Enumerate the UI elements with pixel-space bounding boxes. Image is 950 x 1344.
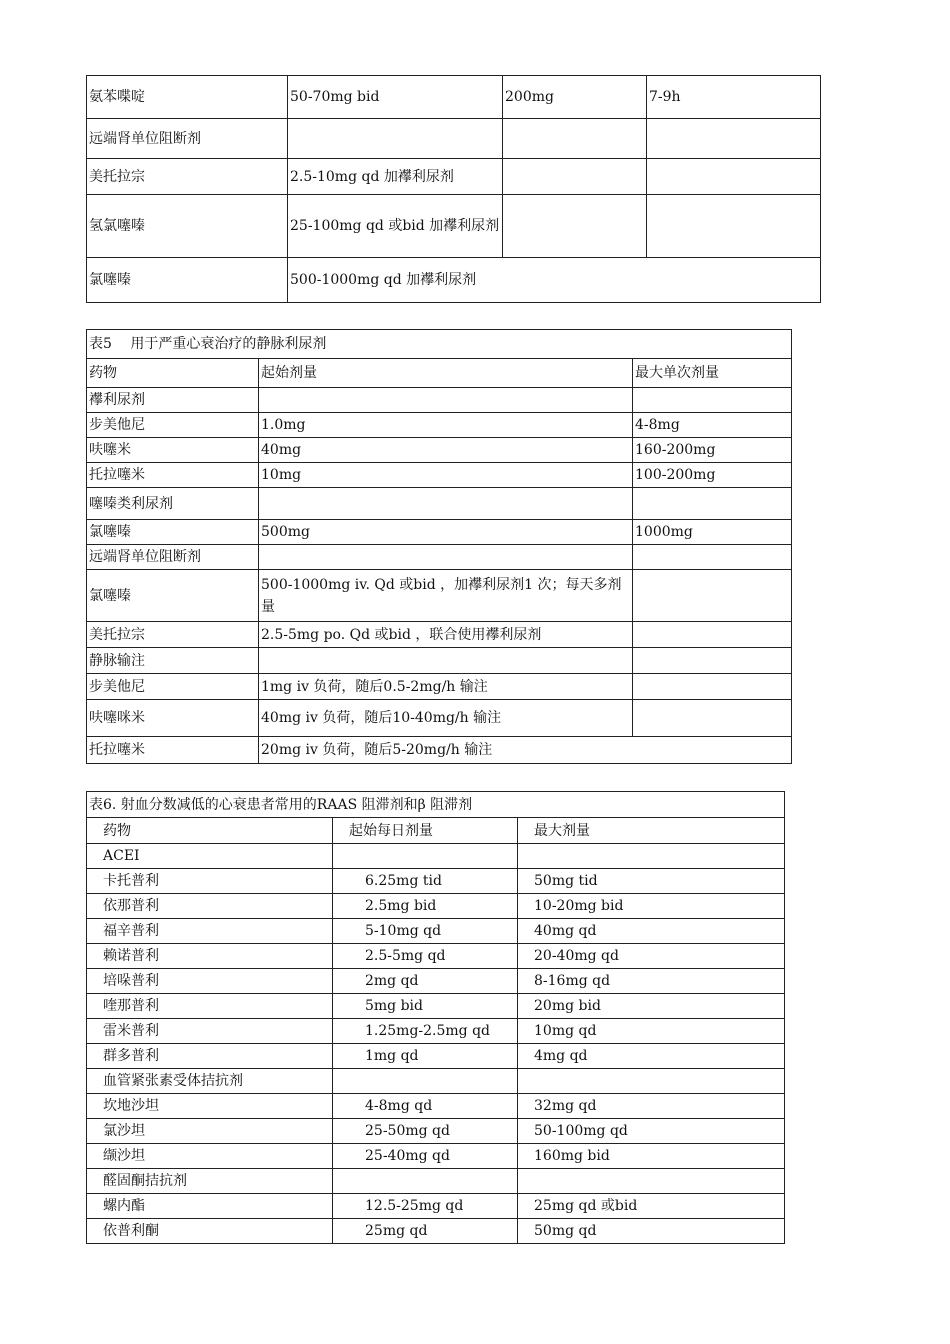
drug-cell: 福辛普利	[87, 919, 333, 944]
max-dose-cell: 20mg bid	[518, 994, 785, 1019]
drug-cell: 氯沙坦	[87, 1119, 333, 1144]
drug-cell: 氨苯喋啶	[87, 76, 288, 119]
max-dose-cell: 25mg qd 或bid	[518, 1194, 785, 1219]
table-caption: 表5 用于严重心衰治疗的静脉利尿剂	[87, 330, 792, 359]
table-row	[87, 159, 821, 195]
drug-cell: 喹那普利	[87, 994, 333, 1019]
table-row	[87, 994, 785, 1019]
dose-cell: 1mg iv 负荷，随后0.5-2mg/h 输注	[259, 674, 633, 700]
max-dose-cell: 1000mg	[633, 520, 792, 545]
table-row	[87, 944, 785, 969]
category-cell: 血管紧张素受体拮抗剂	[87, 1069, 333, 1094]
table-row	[87, 1019, 785, 1044]
table-row	[87, 674, 792, 700]
duration-cell: 7-9h	[647, 76, 821, 119]
max-dose-cell	[518, 1069, 785, 1094]
dose-cell: 40mg iv 负荷，随后10-40mg/h 输注	[259, 700, 633, 737]
max-dose-cell: 32mg qd	[518, 1094, 785, 1119]
raas-blocker-table	[86, 791, 785, 1244]
table-row	[87, 1069, 785, 1094]
drug-cell: 螺内酯	[87, 1194, 333, 1219]
drug-cell: 卡托普利	[87, 869, 333, 894]
drug-cell: 依普利酮	[87, 1219, 333, 1244]
drug-cell: 氯噻嗪	[87, 520, 259, 545]
drug-cell: 步美他尼	[87, 413, 259, 438]
max-dose-cell	[633, 545, 792, 570]
drug-cell: 托拉噻米	[87, 463, 259, 488]
table-row	[87, 1094, 785, 1119]
table-row	[87, 919, 785, 944]
drug-cell: 缬沙坦	[87, 1144, 333, 1169]
dose-cell	[333, 844, 518, 869]
dose-cell: 1.25mg-2.5mg qd	[333, 1019, 518, 1044]
table-row	[87, 1119, 785, 1144]
max-dose-cell	[633, 700, 792, 737]
max-dose-cell	[633, 488, 792, 520]
max-dose-cell	[633, 674, 792, 700]
category-cell: ACEI	[87, 844, 333, 869]
table-caption-row	[87, 792, 785, 818]
column-header: 最大单次剂量	[633, 359, 792, 388]
dose-cell	[259, 648, 633, 674]
dose-cell: 5mg bid	[333, 994, 518, 1019]
max-dose-cell: 8-16mg qd	[518, 969, 785, 994]
dose-cell: 10mg	[259, 463, 633, 488]
drug-cell: 托拉噻米	[87, 737, 259, 764]
table-row	[87, 622, 792, 648]
max-dose-cell: 200mg	[503, 76, 647, 119]
dose-cell: 6.25mg tid	[333, 869, 518, 894]
table-row	[87, 969, 785, 994]
max-dose-cell	[503, 195, 647, 258]
drug-cell: 氯噻嗪	[87, 570, 259, 622]
drug-cell: 群多普利	[87, 1044, 333, 1069]
dose-cell: 500-1000mg iv. Qd 或bid ，加襻利尿剂1 次；每天多剂量	[259, 570, 633, 622]
category-cell: 远端肾单位阻断剂	[87, 119, 288, 159]
dose-cell: 25-100mg qd 或bid 加襻利尿剂	[288, 195, 503, 258]
table-row	[87, 520, 792, 545]
dose-cell	[259, 545, 633, 570]
drug-cell: 呋噻咪米	[87, 700, 259, 737]
max-dose-cell: 10mg qd	[518, 1019, 785, 1044]
dose-cell: 50-70mg bid	[288, 76, 503, 119]
duration-cell	[647, 195, 821, 258]
table-row	[87, 545, 792, 570]
max-dose-cell	[518, 1169, 785, 1194]
dose-cell	[288, 119, 503, 159]
max-dose-cell: 100-200mg	[633, 463, 792, 488]
dose-cell: 2.5mg bid	[333, 894, 518, 919]
table-row	[87, 1144, 785, 1169]
max-dose-cell: 4-8mg	[633, 413, 792, 438]
dose-cell: 2mg qd	[333, 969, 518, 994]
dose-cell: 2.5-5mg po. Qd 或bid ，联合使用襻利尿剂	[259, 622, 633, 648]
table-row	[87, 1194, 785, 1219]
dose-cell: 1.0mg	[259, 413, 633, 438]
table-row	[87, 413, 792, 438]
dose-cell: 2.5-5mg qd	[333, 944, 518, 969]
max-dose-cell: 40mg qd	[518, 919, 785, 944]
table-row	[87, 488, 792, 520]
drug-cell: 氯噻嗪	[87, 258, 288, 303]
duration-cell	[647, 119, 821, 159]
max-dose-cell: 50-100mg qd	[518, 1119, 785, 1144]
table-row	[87, 737, 792, 764]
dose-cell	[259, 388, 633, 413]
table-row	[87, 258, 821, 303]
dose-cell: 25-50mg qd	[333, 1119, 518, 1144]
dose-cell: 12.5-25mg qd	[333, 1194, 518, 1219]
dose-cell: 500-1000mg qd 加襻利尿剂	[288, 258, 821, 303]
dose-cell: 25mg qd	[333, 1219, 518, 1244]
column-header: 药物	[87, 818, 333, 844]
duration-cell	[647, 159, 821, 195]
table-row	[87, 894, 785, 919]
table-caption: 表6. 射血分数减低的心衰患者常用的RAAS 阻滞剂和β 阻滞剂	[87, 792, 785, 818]
table-row	[87, 844, 785, 869]
max-dose-cell	[633, 388, 792, 413]
drug-cell: 培哚普利	[87, 969, 333, 994]
table-row	[87, 648, 792, 674]
category-cell: 静脉输注	[87, 648, 259, 674]
dose-cell	[259, 488, 633, 520]
table-row	[87, 195, 821, 258]
table-row	[87, 1169, 785, 1194]
diuretic-oral-table	[86, 75, 821, 303]
drug-cell: 步美他尼	[87, 674, 259, 700]
table-row	[87, 463, 792, 488]
table-row	[87, 1219, 785, 1244]
column-header: 药物	[87, 359, 259, 388]
category-cell: 远端肾单位阻断剂	[87, 545, 259, 570]
max-dose-cell	[633, 570, 792, 622]
dose-cell: 500mg	[259, 520, 633, 545]
max-dose-cell: 20-40mg qd	[518, 944, 785, 969]
dose-cell: 5-10mg qd	[333, 919, 518, 944]
iv-diuretic-table	[86, 329, 792, 764]
dose-cell: 40mg	[259, 438, 633, 463]
table-caption-row	[87, 330, 792, 359]
column-header: 起始每日剂量	[333, 818, 518, 844]
max-dose-cell	[503, 159, 647, 195]
max-dose-cell	[503, 119, 647, 159]
max-dose-cell: 50mg qd	[518, 1219, 785, 1244]
max-dose-cell: 4mg qd	[518, 1044, 785, 1069]
drug-cell: 美托拉宗	[87, 159, 288, 195]
category-cell: 襻利尿剂	[87, 388, 259, 413]
drug-cell: 依那普利	[87, 894, 333, 919]
max-dose-cell: 160-200mg	[633, 438, 792, 463]
table-row	[87, 1044, 785, 1069]
max-dose-cell: 10-20mg bid	[518, 894, 785, 919]
drug-cell: 雷米普利	[87, 1019, 333, 1044]
max-dose-cell	[633, 622, 792, 648]
drug-cell: 氢氯噻嗪	[87, 195, 288, 258]
table-row	[87, 388, 792, 413]
max-dose-cell	[518, 844, 785, 869]
max-dose-cell: 50mg tid	[518, 869, 785, 894]
dose-cell: 1mg qd	[333, 1044, 518, 1069]
max-dose-cell	[633, 648, 792, 674]
drug-cell: 坎地沙坦	[87, 1094, 333, 1119]
dose-cell: 4-8mg qd	[333, 1094, 518, 1119]
dose-cell	[333, 1169, 518, 1194]
dose-cell: 20mg iv 负荷，随后5-20mg/h 输注	[259, 737, 792, 764]
column-header: 最大剂量	[518, 818, 785, 844]
table-row	[87, 869, 785, 894]
drug-cell: 呋噻米	[87, 438, 259, 463]
table-header-row	[87, 818, 785, 844]
category-cell: 噻嗪类利尿剂	[87, 488, 259, 520]
table-row	[87, 570, 792, 622]
table-row	[87, 76, 821, 119]
category-cell: 醛固酮拮抗剂	[87, 1169, 333, 1194]
dose-cell: 25-40mg qd	[333, 1144, 518, 1169]
table-header-row	[87, 359, 792, 388]
table-row	[87, 119, 821, 159]
drug-cell: 美托拉宗	[87, 622, 259, 648]
dose-cell: 2.5-10mg qd 加襻利尿剂	[288, 159, 503, 195]
table-row	[87, 700, 792, 737]
max-dose-cell: 160mg bid	[518, 1144, 785, 1169]
drug-cell: 赖诺普利	[87, 944, 333, 969]
dose-cell	[333, 1069, 518, 1094]
table-row	[87, 438, 792, 463]
column-header: 起始剂量	[259, 359, 633, 388]
